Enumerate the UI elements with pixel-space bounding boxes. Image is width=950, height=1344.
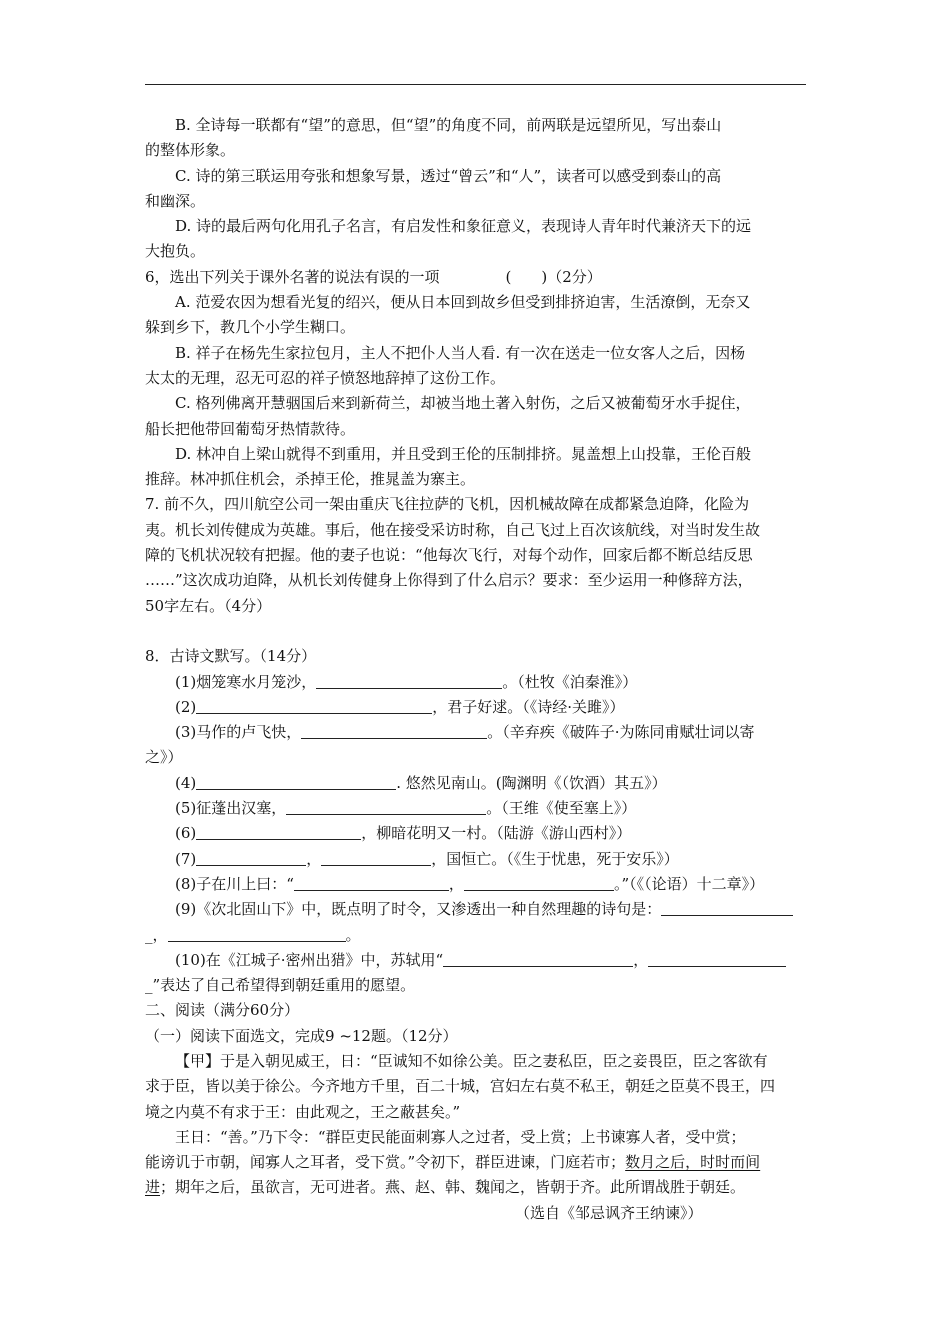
fill-blank[interactable] (196, 850, 306, 866)
q7-line5: 50字左右。（4分） (145, 596, 272, 615)
q5-option-b-line2: 的整体形象。 (145, 141, 236, 160)
q8-title: 8．古诗文默写。（14分） (145, 647, 317, 666)
q8-item-3-text: (3)马作的卢飞快， (175, 723, 302, 742)
q6-option-b-line1: B. 祥子在杨先生家拉包月，主人不把仆人当人看. 有一次在送走一位女客人之后，因杨 (175, 343, 746, 362)
q8-item-1-text: (1)烟笼寒水月笼沙， (175, 672, 317, 691)
q8-item-9-cont (145, 923, 806, 948)
q8-item-3-cont: 之》） (145, 748, 183, 767)
q5-option-d-line1: D. 诗的最后两句化用孔子名言，有启发性和象征意义，表现诗人青年时代兼济天下的远 (175, 217, 752, 236)
q8-item-1-source: 。（杜牧《泊秦淮》） (502, 672, 638, 691)
q8-item-9 (145, 897, 806, 922)
q7-line3: 障的飞机状况较有把握。他的妻子也说：“他每次飞行，对每个动作，回家后都不断总结反思 (145, 546, 753, 565)
q8-item-4-num: (4) (175, 773, 197, 792)
q6-option-a-line2: 躲到乡下，教几个小学生糊口。 (145, 318, 356, 337)
q5-option-c-line1: C. 诗的第三联运用夸张和想象写景，透过“曾云”和“人”，读者可以感受到泰山的高 (175, 166, 722, 185)
q8-item-7-text: ，国恒亡。（《生于忧患，死于安乐》） (431, 849, 679, 868)
q8-item-2-text: ，君子好逑。（《诗经·关雎》） (432, 697, 625, 716)
q8-item-9-text: (9)《次北固山下》中，既点明了时令，又渗透出一种自然理趣的诗句是： (175, 900, 662, 919)
q8-item-2-num: (2) (175, 697, 197, 716)
q8-item-6 (145, 821, 806, 846)
passage-source: （选自《邹忌讽齐王纳谏》） (515, 1203, 703, 1222)
q8-item-8 (145, 872, 806, 897)
part2-subtitle: （一）阅读下面选文，完成9 ~12题。（12分） (145, 1026, 458, 1045)
q8-item-10-cont: _”表达了自己希望得到朝廷重用的愿望。 (145, 976, 416, 995)
underlined-phrase: 进 (145, 1178, 161, 1197)
part2-title: 二、阅读（满分60分） (145, 1001, 300, 1020)
q8-item-8-source: 。”（《（论语）十二章》） (613, 874, 765, 893)
q8-item-4-text: . 悠然见南山。(陶渊明《（饮酒）其五》） (396, 773, 667, 792)
fill-blank[interactable] (316, 673, 502, 689)
fill-blank[interactable] (196, 774, 396, 790)
fill-blank[interactable] (294, 875, 449, 891)
q6-option-c-line1: C. 格列佛离开慧骃国后来到新荷兰，却被当地土著入射伤，之后又被葡萄牙水手捉住， (175, 394, 751, 413)
q8-item-2 (145, 695, 806, 720)
fill-blank[interactable] (168, 926, 346, 942)
q8-item-6-num: (6) (175, 824, 197, 843)
fill-blank[interactable] (464, 875, 614, 891)
q6-option-c-line2: 船长把他带回葡萄牙热情款待。 (145, 419, 356, 438)
q8-item-8-text: (8)子在川上曰：“ (175, 874, 294, 893)
passage-p2-line2 (145, 1150, 806, 1175)
q6-option-d-line2: 推辞。林冲抓住机会，杀掉王伦，推晁盖为寨主。 (145, 470, 476, 489)
q6-stem (145, 265, 806, 290)
q8-item-10 (145, 948, 806, 973)
q8-item-5 (145, 796, 806, 821)
passage-p2-line1: 王日：“善。”乃下令：“群臣吏民能面刺寡人之过者，受上赏；上书谏寡人者，受中赏； (175, 1127, 746, 1146)
fill-blank[interactable] (443, 951, 633, 967)
q5-option-b-line1: B. 全诗每一联都有“望”的意思，但“望”的角度不同，前两联是远望所见，写出泰山 (175, 116, 722, 134)
passage-p1-line3: 境之内莫不有求于王：由此观之，王之蔽甚矣。” (145, 1102, 461, 1121)
q7-line2: 夷。机长刘传健成为英雄。事后，他在接受采访时称，自己飞过上百次该航线，对当时发生故 (145, 520, 761, 539)
passage-p1-line1: 【甲】于是入朝见威王，日：“臣诚知不如徐公美。臣之妻私臣，臣之妾畏臣，臣之客欲有 (175, 1051, 768, 1070)
passage-p2-line3 (145, 1175, 806, 1200)
q8-item-9-end: 。 (345, 925, 361, 944)
q7-line4: ……”这次成功迫降，从机长刘传健身上你得到了什么启示？要求：至少运用一种修辞方法， (145, 571, 753, 590)
q6-answer-paren: ( )（2分） (505, 267, 602, 286)
q8-item-4 (145, 771, 806, 796)
fill-blank[interactable] (301, 723, 487, 739)
fill-blank[interactable] (648, 951, 786, 967)
passage-text: ；期年之后，虽欲言，无可进者。燕、赵、韩、魏闻之，皆朝于齐。此所谓战胜于朝廷。 (160, 1178, 746, 1197)
passage-p1-line2: 求于臣，皆以美于徐公。今齐地方千里，百二十城，宫妇左右莫不私王，朝廷之臣莫不畏王，四 (145, 1077, 776, 1096)
q8-item-8-sep: ， (448, 874, 464, 893)
passage-text: 能谤讥于市朝，闻寡人之耳者，受下赏。”令初下，群臣进谏，门庭若市； (145, 1153, 626, 1172)
q8-item-5-source: 。（王维《使至塞上》） (486, 799, 637, 818)
q8-item-7 (145, 847, 806, 872)
q6-stem-text: 6，选出下列关于课外名著的说法有误的一项 (145, 267, 440, 286)
header-rule (145, 84, 806, 85)
q6-option-a-line1: A. 范爱农因为想看光复的绍兴，便从日本回到故乡但受到排挤迫害，生活潦倒，无奈又 (175, 293, 751, 312)
answer-space (145, 619, 806, 644)
fill-blank[interactable] (661, 900, 793, 916)
q8-item-3-source: 。（辛弃疾《破阵子·为陈同甫赋壮词以寄 (487, 723, 755, 742)
q8-item-10-text: (10)在《江城子·密州出猎》中，苏轼用“ (175, 950, 444, 969)
q8-item-10-sep: ， (633, 950, 649, 969)
underlined-phrase: 数月之后，时时而间 (625, 1153, 761, 1172)
q6-option-b-line2: 太太的无理，忍无可忍的祥子愤怒地辞掉了这份工作。 (145, 368, 506, 387)
q8-item-3 (145, 720, 806, 745)
exam-page (145, 113, 806, 1226)
q6-option-d-line1: D. 林冲自上梁山就得不到重用，并且受到王伦的压制排挤。晁盖想上山投靠，王伦百般 (175, 444, 752, 463)
q8-item-5-text: (5)征蓬出汉塞， (175, 799, 287, 818)
q5-option-d-line2: 大抱负。 (145, 242, 206, 261)
q8-item-6-text: ，柳暗花明又一村。（陆游《游山西村》） (361, 824, 632, 843)
fill-blank[interactable] (196, 824, 361, 840)
fill-blank[interactable] (321, 850, 431, 866)
q8-item-9-sep: _， (145, 925, 168, 944)
q8-item-7-sep: ， (306, 849, 322, 868)
q7-line1: 7. 前不久，四川航空公司一架由重庆飞往拉萨的飞机，因机械故障在成都紧急迫降，化险为 (145, 495, 750, 514)
q5-option-c-line2: 和幽深。 (145, 191, 206, 210)
q8-item-7-num: (7) (175, 849, 197, 868)
fill-blank[interactable] (286, 799, 486, 815)
fill-blank[interactable] (196, 698, 432, 714)
q8-item-1 (145, 670, 806, 695)
